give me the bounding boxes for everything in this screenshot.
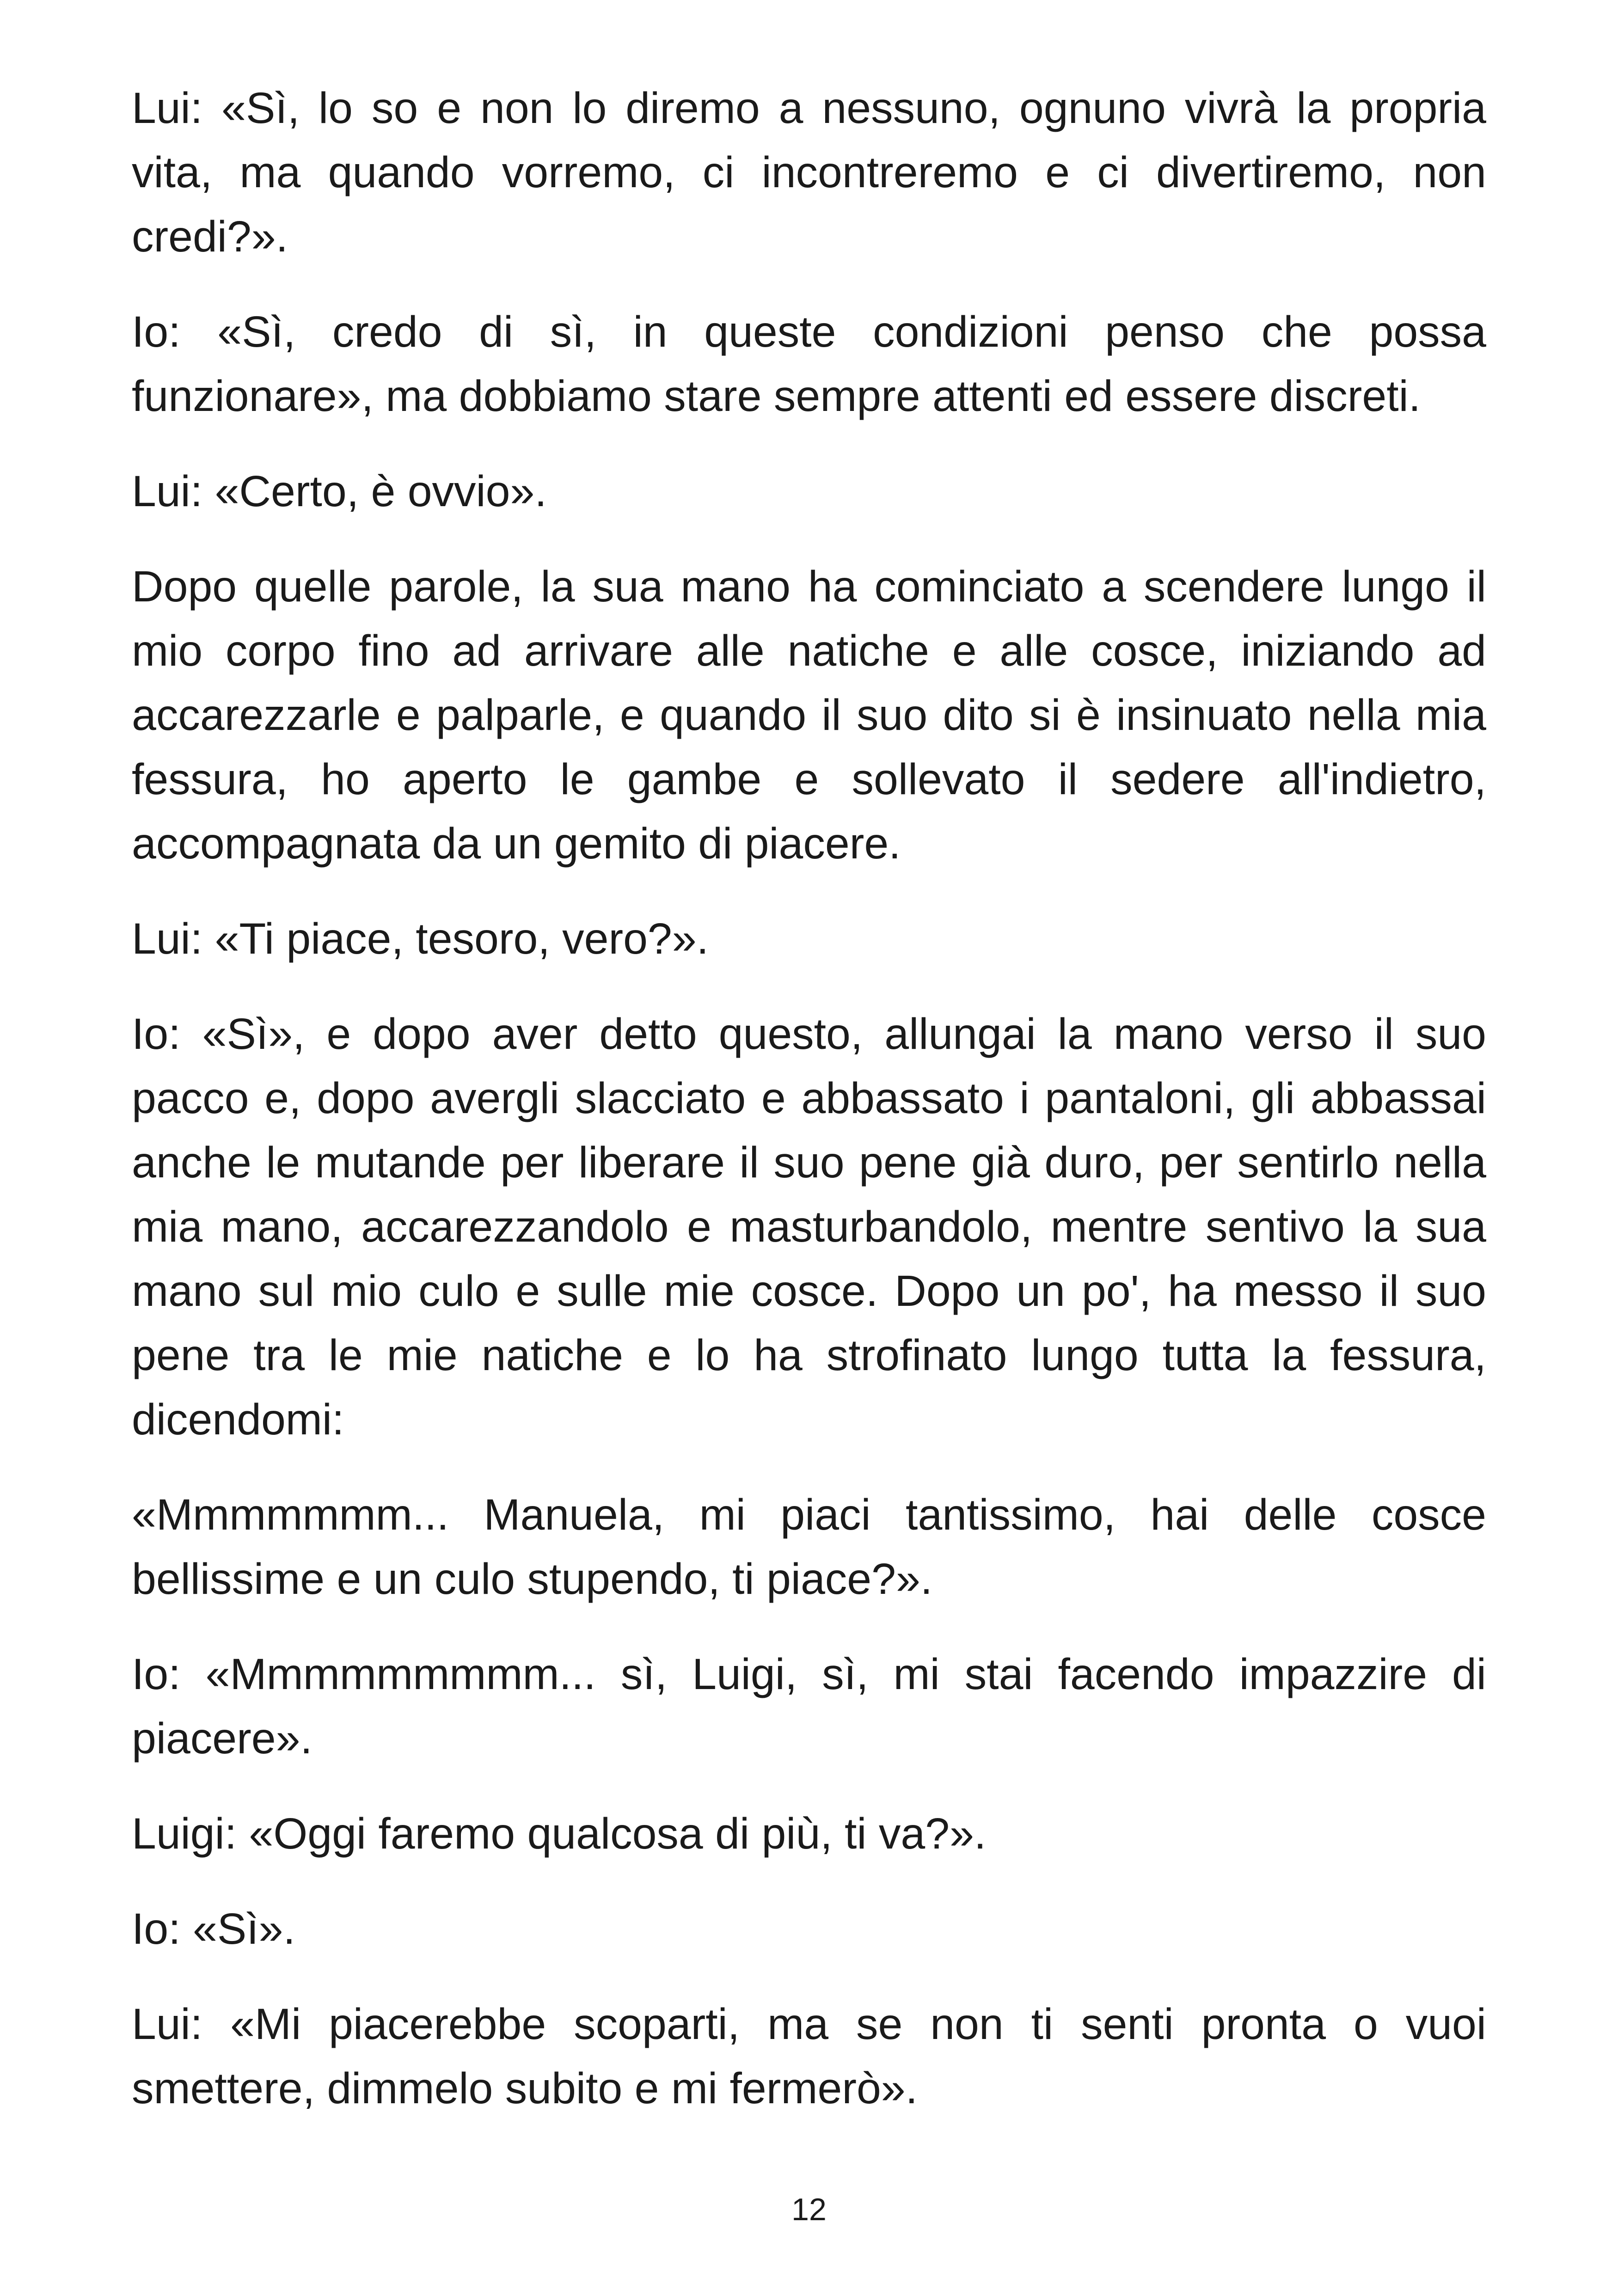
paragraph: Io: «Sì, credo di sì, in queste condizioni penso che possa funzionare», ma dobbiamo stare sempre attenti ed essere discreti. (132, 307, 1486, 421)
paragraph: Luigi: «Oggi faremo qualcosa di più, ti va?». (132, 1809, 987, 1858)
paragraph: Lui: «Ti piace, tesoro, vero?». (132, 914, 709, 963)
paragraph: Io: «Sì». (132, 1904, 295, 1953)
paragraph: «Mmmmmmm... Manuela, mi piaci tantissimo, hai delle cosce bellissime e un culo stupendo, ti piace?». (132, 1490, 1486, 1604)
paragraph: Lui: «Certo, è ovvio». (132, 467, 547, 516)
page-number: 12 (791, 2192, 827, 2227)
paragraph: Lui: «Sì, lo so e non lo diremo a nessuno, ognuno vivrà la propria vita, ma quando vorremo, ci incontreremo e ci divertiremo, non credi?». (132, 84, 1486, 261)
paragraph: Io: «Sì», e dopo aver detto questo, allungai la mano verso il suo pacco e, dopo avergli slacciato e abbassato i pantaloni, gli abbassai anche le mutande per liberare il suo pene già duro, per sentirlo nella mia mano, accarezzandolo e masturbandolo, mentre sentivo la sua mano sul mio culo e sulle mie cosce. Dopo un po', ha messo il suo pene tra le mie natiche e lo ha strofinato lungo tutta la fessura, dicendomi: (132, 1010, 1486, 1444)
paragraph: Io: «Mmmmmmmmm... sì, Luigi, sì, mi stai facendo impazzire di piacere». (132, 1650, 1486, 1763)
paragraph: Lui: «Mi piacerebbe scoparti, ma se non ti senti pronta o vuoi smettere, dimmelo subito e mi fermerò». (132, 2000, 1486, 2113)
paragraph: Dopo quelle parole, la sua mano ha cominciato a scendere lungo il mio corpo fino ad arrivare alle natiche e alle cosce, iniziando ad accarezzarle e palparle, e quando il suo dito si è insinuato nella mia fessura, ho aperto le gambe e sollevato il sedere all'indietro, accompagnata da un gemito di piacere. (132, 562, 1486, 868)
text-body (132, 76, 1486, 2152)
